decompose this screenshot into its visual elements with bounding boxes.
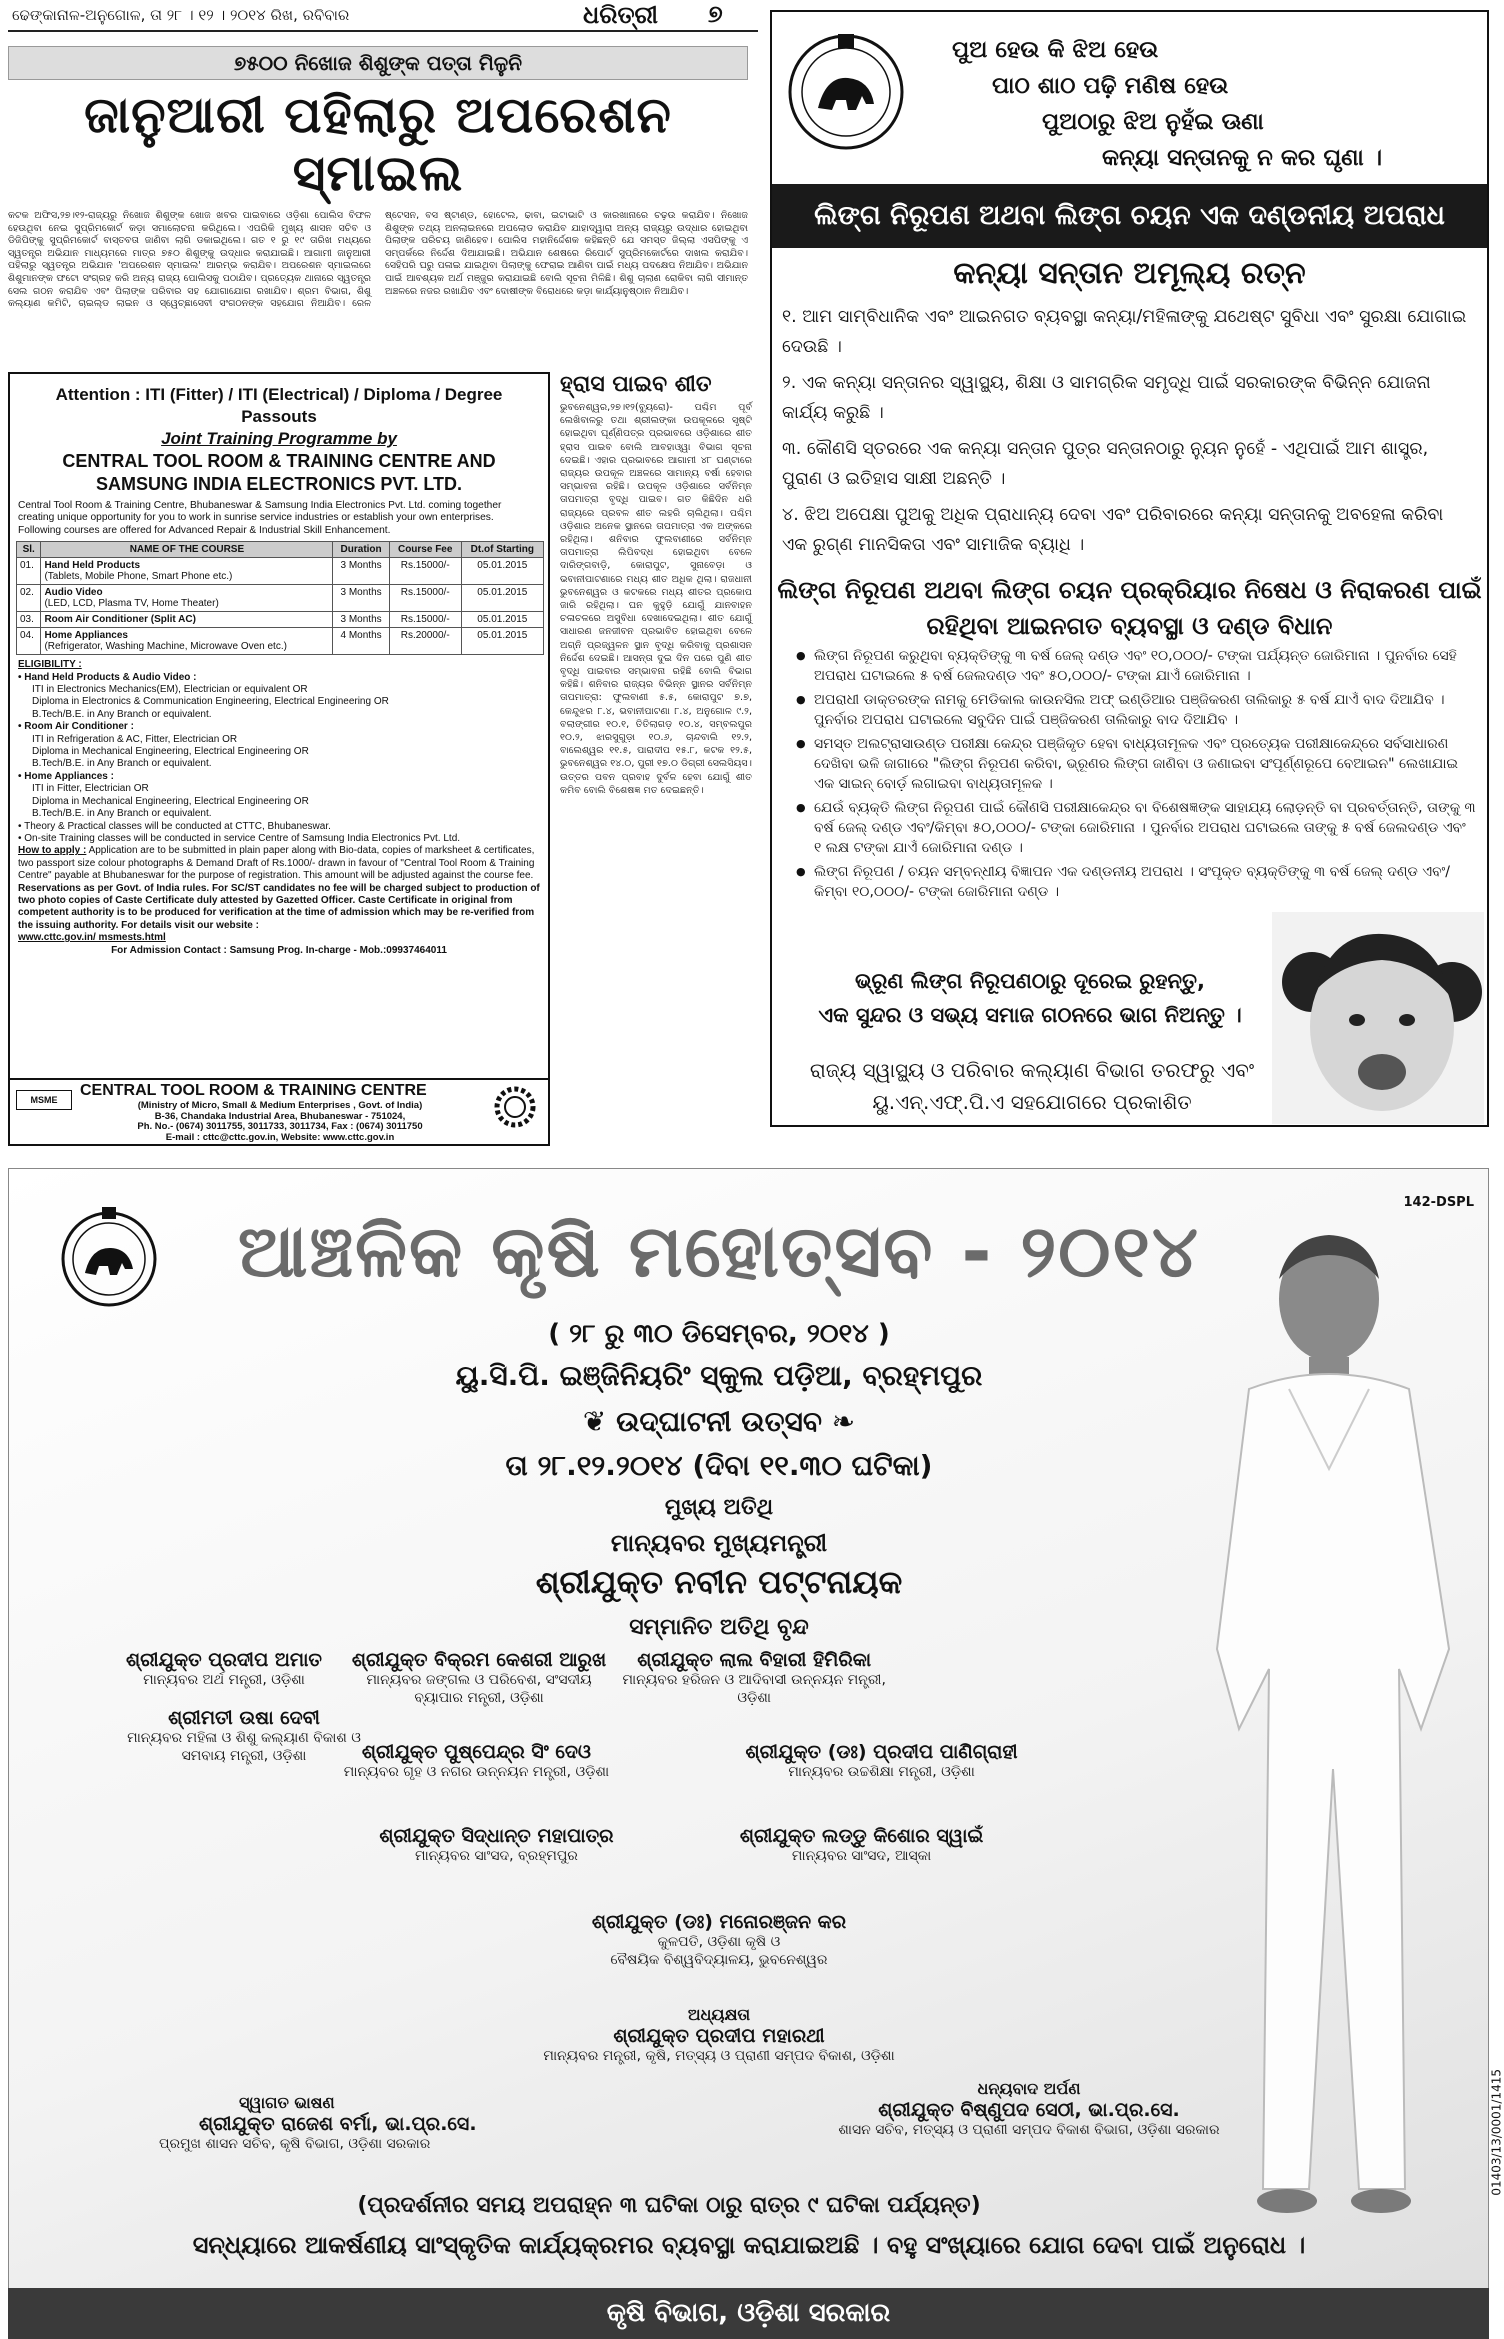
exhibition-time: (ପ୍ରଦର୍ଶନୀର ସମୟ ଅପରାହ୍ନ ୩ ଘଟିକା ଠାରୁ ରାତ୍ର ୯ ଘଟିକା ପର୍ଯ୍ୟନ୍ତ) (357, 2193, 981, 2218)
guest-desc: ମାନ୍ୟବର ଅର୍ଥ ମନ୍ତ୍ରୀ, ଓଡ଼ିଶା (143, 1672, 305, 1688)
list-item: ● ଲିଙ୍ଗ ନିରୂପଣ / ଚୟନ ସମ୍ବନ୍ଧୀୟ ବିଜ୍ଞାପନ ଏକ ଦଣ୍ଡନୀୟ ଅପରାଧ । ସଂପୃକ୍ତ ବ୍ୟକ୍ତିଙ୍କୁ ୩ ବର୍ଷ ଜେଲ୍ ଦଣ୍ଡ ଏବଂ/କିମ୍ବା ୧୦,୦୦୦/- ଟଙ୍କା ଜୋରିମାନା ଦଣ୍ଡ । (796, 862, 1476, 902)
president-name: ଶ୍ରୀଯୁକ୍ତ ପ୍ରଦୀପ ମହାରଥୀ (613, 2025, 825, 2047)
elig-line: B.Tech/B.E. in Any Branch or equivalent. (32, 708, 212, 720)
welcome-desc: ପ୍ରମୁଖ ଶାସନ ସଚିବ, କୃଷି ବିଭାଗ, ଓଡ଼ିଶା ସରକାର (159, 2136, 431, 2152)
honoured-guests-label: ସମ୍ମାନିତ ଅତିଥି ବୃନ୍ଦ (629, 1615, 809, 1640)
presidency-label: ଅଧ୍ୟକ୍ଷତା (687, 2005, 751, 2024)
welcome-address (159, 2093, 579, 2153)
credit-line: ୟୁ.ଏନ୍.ଏଫ୍.ପି.ଏ ସହଯୋଗରେ ପ୍ରକାଶିତ (872, 1090, 1192, 1114)
elig-line: B.Tech/B.E. in Any Branch or equivalent. (32, 808, 212, 820)
ad-intro-courses: Following courses are offered for Advanced Repair & Industrial Skill Enhancement. (18, 524, 391, 536)
festival-dates: ( ୨୮ ରୁ ୩୦ ଡିସେମ୍ବର, ୨୦୧୪ ) (548, 1319, 890, 1349)
poem-line: ପୁଅଠାରୁ ଝିଅ ନୁହଁଇ ଊଣା (1042, 109, 1264, 135)
cell-sl: 02. (17, 585, 41, 612)
cell-start: 05.01.2015 (461, 612, 543, 628)
elig-room-ac: • Room Air Conditioner : (18, 721, 134, 733)
cell-duration: 3 Months (333, 612, 389, 628)
thanks-name: ଶ୍ରୀଯୁକ୍ତ ବିଷ୍ଣୁପଦ ସେଠୀ, ଭା.ପ୍ର.ସେ. (878, 2099, 1180, 2121)
cell-start: 05.01.2015 (461, 558, 543, 585)
page-header (8, 0, 758, 32)
list-item: ୧. ଆମ ସାମ୍ବିଧାନିକ ଏବଂ ଆଇନଗତ ବ୍ୟବସ୍ଥା କନ୍ୟା/ମହିଳାଙ୍କୁ ଯଥେଷ୍ଟ ସୁବିଧା ଏବଂ ସୁରକ୍ଷା ଯୋଗାଇ ଦେଉଛି । (782, 307, 1467, 357)
elig-line: ITI in Fitter, Electrician OR (32, 783, 149, 795)
winter-story (560, 372, 752, 1157)
credit-line: ରାଜ୍ୟ ସ୍ୱାସ୍ଥ୍ୟ ଓ ପରିବାର କଲ୍ୟାଣ ବିଭାଗ ତରଫରୁ ଏବଂ (809, 1058, 1255, 1082)
guest-desc: ମାନ୍ୟବର ସାଂସଦ, ବ୍ରହ୍ମପୁର (414, 1848, 578, 1864)
list-item: ● ଲିଙ୍ଗ ନିରୂପଣ କରୁଥିବା ବ୍ୟକ୍ତିଙ୍କୁ ୩ ବର୍ଷ ଜେଲ୍ ଦଣ୍ଡ ଏବଂ ୧୦,୦୦୦/- ଟଙ୍କା ପର୍ଯ୍ୟନ୍ତ ଜୋରିମାନା । ପୁନର୍ବାର ସେହି ଅପରାଧ ଘଟାଇଲେ ୫ ବର୍ଷ ଜେଲଦଣ୍ଡ ଏବଂ ୫୦,୦୦୦/- ଟଙ୍କା ଯାଏଁ ଜୋରିମାନା । (796, 646, 1476, 686)
guest-name: ଶ୍ରୀଯୁକ୍ତ (ଡଃ) ପ୍ରଦୀପ ପାଣିଗ୍ରାହୀ (745, 1741, 1018, 1763)
story-kicker: ୭୫୦୦ ନିଖୋଜ ଶିଶୁଙ୍କ ପତ୍ତା ମିଳୁନି (8, 46, 748, 80)
cell-course (41, 558, 333, 585)
elig-line: Diploma in Mechanical Engineering, Electrical Engineering OR (32, 746, 309, 758)
inauguration-date: ତା ୨୮.୧୨.୨୦୧୪ (ଦିବା ୧୧.୩୦ ଘଟିକା) (505, 1449, 933, 1482)
apply-heading: How to apply : (18, 845, 87, 857)
list-item: ୨. ଏକ କନ୍ୟା ସନ୍ତାନର ସ୍ୱାସ୍ଥ୍ୟ, ଶିକ୍ଷା ଓ ସାମଗ୍ରିକ ସମୃଦ୍ଧି ପାଇଁ ସରକାରଙ୍କ ବିଭିନ୍ନ ଯୋଜନା କାର୍ଯ୍ୟ କରୁଛି । (782, 373, 1431, 423)
cell-duration: 3 Months (333, 558, 389, 585)
publisher-credit (782, 1054, 1282, 1118)
table-row (17, 628, 544, 655)
elig-line: ITI in Refrigeration & AC, Fitter, Electrician OR (32, 733, 238, 745)
paper-name: ଧରିତ୍ରୀ (583, 0, 658, 29)
thanks-label: ଧନ୍ୟବାଦ ଅର୍ପଣ (977, 2079, 1081, 2098)
president-desc: ମାନ୍ୟବର ମନ୍ତ୍ରୀ, କୃଷି, ମତ୍ସ୍ୟ ଓ ପ୍ରାଣୀ ସମ୍ପଦ ବିକାଶ, ଓଡ଼ିଶା (543, 2048, 895, 2064)
ad-intro-text: Central Tool Room & Training Centre, Bhubaneswar & Samsung India Electronics Pvt. Ltd. coming together creating unique opportunity for you to work in sunrise service industries or establish your own enterprises. (18, 500, 502, 524)
page-number: ୭ (708, 0, 723, 28)
list-item: ୪. ଝିଅ ଅପେକ୍ଷା ପୁଅକୁ ଅଧିକ ପ୍ରାଧାନ୍ୟ ଦେବା ଏବଂ ପରିବାରରେ କନ୍ୟା ସନ୍ତାନକୁ ଅବହେଳା କରିବା ଏକ ରୁଗ୍ଣ ମାନସିକତା ଏବଂ ସାମାଜିକ ବ୍ୟାଧି । (782, 505, 1444, 555)
guest-desc: ମାନ୍ୟବର ଗୃହ ଓ ନଗର ଉନ୍ନୟନ ମନ୍ତ୍ରୀ, ଓଡ଼ିଶା (343, 1764, 610, 1780)
reservation-text: Reservations as per Govt. of India rules. For SC/ST candidates no fee will be charged subject to production of two photo copies of Caste Certificate duly attested by Gazetted Officer. Caste Certificate in original from competent authority is to be produced for verification at the time of admission which may be re-verified from the issuing authority. For details visit our website : (18, 882, 540, 931)
release-ref: 01403/13/0001/1415 (1490, 2069, 1504, 2196)
course-name: Hand Held Products (44, 560, 141, 572)
cell-course (41, 585, 333, 612)
ad-code: 142-DSPL (1403, 1195, 1474, 1210)
note-onsite: • On-site Training classes will be conducted in service Centre of Samsung India Electronics Pvt. Ltd. (18, 832, 461, 844)
elig-line: Diploma in Mechanical Engineering, Electrical Engineering OR (32, 795, 309, 807)
col-course: NAME OF THE COURSE (41, 542, 333, 558)
guest-desc: ମାନ୍ୟବର ସାଂସଦ, ଆସ୍କା (791, 1848, 932, 1864)
chief-guest-label: ମୁଖ୍ୟ ଅତିଥି (664, 1495, 774, 1520)
chief-minister-photo-icon (1159, 1209, 1479, 2229)
col-sl: Sl. (17, 542, 41, 558)
guest (109, 1649, 339, 1689)
certification-gear-icon (492, 1084, 538, 1130)
guest (682, 1825, 1042, 1865)
guest-name: ଶ୍ରୀଯୁକ୍ତ ଲାଲ ବିହାରୀ ହିମିରିକା (637, 1649, 872, 1671)
offence-banner: ଲିଙ୍ଗ ନିରୂପଣ ଅଥବା ଲିଙ୍ଗ ଚୟନ ଏକ ଦଣ୍ଡନୀୟ ଅପରାଧ (772, 184, 1487, 248)
col-duration: Duration (333, 542, 389, 558)
guests-row-2 (229, 1741, 1129, 1781)
elig-line: B.Tech/B.E. in Any Branch or equivalent. (32, 758, 212, 770)
footer-phone: Ph. No.- (0674) 3011755, 3011733, 3011734, Fax : (0674) 3011750 (137, 1121, 423, 1132)
ad-attention: Attention : ITI (Fitter) / ITI (Electrical) / Diploma / Degree Passouts (55, 385, 503, 426)
cell-start: 05.01.2015 (461, 585, 543, 612)
cell-sl: 03. (17, 612, 41, 628)
msme-logo: MSME (16, 1090, 72, 1110)
course-sub: (Tablets, Mobile Phone, Smart Phone etc.) (44, 571, 233, 583)
cell-fee: Rs.15000/- (389, 558, 461, 585)
footer-org-name: CENTRAL TOOL ROOM & TRAINING CENTRE (80, 1082, 427, 1099)
ad-intro (10, 496, 548, 537)
cttc-training-ad (8, 372, 550, 1146)
guest (276, 1741, 676, 1781)
guest-desc: ମାନ୍ୟବର ଜଙ୍ଗଲ ଓ ପରିବେଶ, ସଂସଦୀୟ ବ୍ୟାପାର ମନ୍ତ୍ରୀ, ଓଡ଼ିଶା (366, 1672, 592, 1706)
admission-contact: For Admission Contact : Samsung Prog. In-charge - Mob.:09937464011 (111, 944, 447, 956)
guest-name: ଶ୍ରୀଯୁକ୍ତ ପୁଷ୍ପେନ୍ଦ୍ର ସିଂ ଦେଓ (361, 1741, 592, 1763)
presidency (269, 2005, 1169, 2065)
guest-name: ଶ୍ରୀଯୁକ୍ତ ସିଦ୍ଧାନ୍ତ ମହାପାତ୍ର (379, 1825, 614, 1847)
guests-row-3 (229, 1825, 1129, 1865)
cell-fee: Rs.15000/- (389, 585, 461, 612)
list-item: ● ଯେଉଁ ବ୍ୟକ୍ତି ଲିଙ୍ଗ ନିରୂପଣ ପାଇଁ କୌଣସି ପରୀକ୍ଷାକେନ୍ଦ୍ର ବା ବିଶେଷଜ୍ଞଙ୍କ ସାହାଯ୍ୟ ଲୋଡ଼ନ୍ତି ବା ପ୍ରବର୍ତ୍ତାନ୍ତି, ତାଙ୍କୁ ୩ ବର୍ଷ ଜେଲ୍ ଦଣ୍ଡ ଏବଂ/କିମ୍ବା ୫୦,୦୦୦/- ଟଙ୍କା ଜୋରିମାନା । ପୁନର୍ବାର ଅପରାଧ ଘଟାଇଲେ ତାଙ୍କୁ ୫ ବର୍ଷ ଜେଲଦଣ୍ଡ ଏବଂ ୧ ଲକ୍ଷ ଟଙ୍କା ଯାଏଁ ଜୋରିମାନା ଦଣ୍ଡ । (796, 798, 1476, 858)
odisha-emblem-icon (57, 1203, 161, 1313)
elig-home-appliances: • Home Appliances : (18, 770, 114, 782)
guest-name: ଶ୍ରୀଯୁକ୍ତ ବିକ୍ରମ କେଶରୀ ଆରୁଖ (351, 1649, 607, 1671)
footer-details (90, 1101, 470, 1143)
cell-sl: 04. (17, 628, 41, 655)
col-start: Dt.of Starting (461, 542, 543, 558)
vc-desc: ବୈଷୟିକ ବିଶ୍ୱବିଦ୍ୟାଳୟ, ଭୁବନେଶ୍ୱର (610, 1952, 828, 1968)
ad-footer (10, 1078, 548, 1144)
festival-venue: ୟୁ.ସି.ପି. ଇଞ୍ଜିନିୟରିଂ ସ୍କୁଲ ପଡ଼ିଆ, ବ୍ରହ୍ମପୁର (455, 1359, 983, 1392)
guest-desc: ମାନ୍ୟବର ମହିଳା ଓ ଶିଶୁ କଲ୍ୟାଣ ବିକାଶ ଓ ସମବାୟ ମନ୍ତ୍ରୀ, ଓଡ଼ିଶା (127, 1730, 361, 1764)
points-list (782, 302, 1472, 566)
ornament-right-icon: ❧ (821, 1405, 856, 1438)
vice-chancellor (269, 1911, 1169, 1969)
chief-guest-name: ଶ୍ରୀଯୁକ୍ତ ନବୀନ ପଟ୍ଟନାୟକ (535, 1563, 903, 1601)
slogan (790, 964, 1270, 1032)
cell-duration: 4 Months (333, 628, 389, 655)
course-name: Room Air Conditioner (Split AC) (44, 614, 196, 626)
cell-fee: Rs.15000/- (389, 612, 461, 628)
ad-organisation: CENTRAL TOOL ROOM & TRAINING CENTRE AND SAMSUNG INDIA ELECTRONICS PVT. LTD. (62, 451, 496, 494)
agri-festival-ad (8, 1168, 1504, 2339)
slogan-line: ଏକ ସୁନ୍ଦର ଓ ସଭ୍ୟ ସମାଜ ଗଠନରେ ଭାଗ ନିଅନ୍ତୁ । (818, 1003, 1242, 1027)
cell-sl: 01. (17, 558, 41, 585)
list-item: ● ସମସ୍ତ ଅଲଟ୍ରାସାଉଣ୍ଡ ପରୀକ୍ଷା କେନ୍ଦ୍ର ପଞ୍ଜିକୃତ ହେବା ବାଧ୍ୟତାମୂଳକ ଏବଂ ପ୍ରତ୍ୟେକ ପରୀକ୍ଷାକେନ୍ଦ୍ରେ ସର୍ବସାଧାରଣ ଦେଖିବା ଭଳି ଜାଗାରେ "ଲିଙ୍ଗ ନିରୂପଣ କରିବା, ଭ୍ରୂଣର ଲିଙ୍ଗ ଜାଣିବା ଓ ଜଣାଇବା ସଂପୂର୍ଣ୍ଣରୂପେ ବେଆଇନ" ଲେଖାଯାଇ ଏକ ସାଇନ୍ ବୋର୍ଡ଼ ଲଗାଇବା ବାଧ୍ୟତାମୂଳକ । (796, 734, 1476, 794)
winter-body: ଭୁବନେଶ୍ୱର,୨୭।୧୨(ବ୍ୟୁରୋ)- ପଶ୍ଚିମ ପୂର୍ବ ଲେଖିବାଳରୁ ତଥା ଶ୍ରୀଲଙ୍କା ଉପକୂଳରେ ସୃଷ୍ଟି ହୋଇଥିବା ଘୂର୍ଣ୍ଣିପତ୍ର ପ୍ରଭାବରେ ଓଡ଼ିଶାରେ ଶୀତ ହ୍ରାସ ପାଇବ ବୋଲି ଆବହାଓ୍ୱା ବିଭାଗ ସୂଚନା ଦେଇଛି। ଏହାର ପ୍ରଭାବରେ ଆଗାମୀ ୪୮ ଘଣ୍ଟାରେ ରାଜ୍ୟର ଉପକୂଳ ଅଞ୍ଚଳରେ ସାମାନ୍ୟ ବର୍ଷା ହେବାର ସମ୍ଭାବନା ରହିଛି। ଉପକୂଳ ଓଡ଼ିଶାରେ ସର୍ବନିମ୍ନ ତାପମାତ୍ରା ବୃଦ୍ଧି ପାଇବ। ଗତ କିଛିଦିନ ଧରି ରାଜ୍ୟରେ ପ୍ରବଳ ଶୀତ ଲହରି ଚାଲିଥିଲା। ପଶ୍ଚିମ ଓଡ଼ିଶାର ଅନେକ ସ୍ଥାନରେ ତାପମାତ୍ରା ଏକ ଅଙ୍କରେ ରହିଥିଲା। ଶନିବାର ଫୁଲବାଣୀରେ ସର୍ବନିମ୍ନ ତାପମାତ୍ରା ଲିପିବଦ୍ଧ ହୋଇଥିବା ବେଳେ ଦାରିଙ୍ଗବାଡ଼ି, କୋରାପୁଟ, ସୁନାବେଡ଼ା ଓ ଭବାନୀପାଟଣାରେ ମଧ୍ୟ ଶୀତ ଅଧିକ ଥିଲା। ରାଜଧାନୀ ଭୁବନେଶ୍ୱର ଓ କଟକରେ ମଧ୍ୟ ଶୀତର ପ୍ରକୋପ ଜାରି ରହିଥିଲା। ଘନ କୁହୁଡ଼ି ଯୋଗୁଁ ଯାନବାହନ ଚଳାଚଳରେ ଅସୁବିଧା ଦେଖାଦେଇଥିଲା। ଶୀତ ଯୋଗୁଁ ସାଧାରଣ ଜନଜୀବନ ପ୍ରଭାବିତ ହୋଇଥିବା ବେଳେ ଅଗ୍ନି ପ୍ରଜ୍ୱଳନ ସ୍ଥାନ ବୃଦ୍ଧି କରିବାକୁ ପ୍ରଶାସନ ନିର୍ଦ୍ଦେଶ ଦେଇଛି। ଆସନ୍ତା ଦୁଇ ଦିନ ପରେ ପୁଣି ଶୀତ ବୃଦ୍ଧି ପାଇବାର ସମ୍ଭାବନା ରହିଛି ବୋଲି ବିଭାଗ କହିଛି। ଶନିବାର ରାଜ୍ୟର ବିଭିନ୍ନ ସ୍ଥାନର ସର୍ବନିମ୍ନ ତାପମାତ୍ରା: ଫୁଲବାଣୀ ୫.୫, କୋରାପୁଟ ୭.୭, କେନ୍ଦୁଝର ୮.୪, ଭବାନୀପାଟଣା ୮.୪, ଅନୁଗୋଳ ୯.୨, ବଲାଙ୍ଗୀର ୧୦.୧, ତିତିଲାଗଡ଼ ୧୦.୪, ସମ୍ବଲପୁର ୧୦.୨, ଝାରସୁଗୁଡ଼ା ୧୦.୬, ଚାନ୍ଦବାଲି ୧୨.୨, ବାଲେଶ୍ୱର ୧୧.୫, ପାରାଦୀପ ୧୫.୮, କଟକ ୧୨.୫, ଭୁବନେଶ୍ୱର ୧୪.୦, ପୁରୀ ୧୭.୦ ଡିଗ୍ରୀ ସେଲସିୟସ। ଉତ୍ତର ପବନ ପ୍ରବାହ ଦୁର୍ବଳ ହେବା ଯୋଗୁଁ ଶୀତ କମିବ ବୋଲି ବିଶେଷଜ୍ଞ ମତ ଦେଇଛନ୍ତି। (560, 402, 752, 796)
vc-name: ଶ୍ରୀଯୁକ୍ତ (ଡଃ) ମନୋରଞ୍ଜନ କର (591, 1911, 847, 1933)
course-sub: (Refrigerator, Washing Machine, Microwave Oven etc.) (44, 641, 287, 653)
cell-course (41, 612, 333, 628)
footer-email: E-mail : cttc@cttc.gov.in, Website: www.cttc.gov.in (165, 1131, 395, 1143)
welcome-label: ସ୍ୱାଗତ ଭାଷଣ (239, 2093, 335, 2112)
vc-desc: କୁଳପତି, ଓଡ଼ିଶା କୃଷି ଓ (657, 1934, 781, 1950)
poem-line: ପୁଅ ହେଉ କି ଝିଅ ହେଉ (952, 37, 1159, 63)
winter-heading: ହ୍ରାସ ପାଇବ ଶୀତ (560, 372, 712, 397)
lead-story (8, 46, 748, 311)
course-name: Audio Video (44, 587, 103, 599)
thanks-desc: ଶାସନ ସଚିବ, ମତ୍ସ୍ୟ ଓ ପ୍ରାଣୀ ସମ୍ପଦ ବିକାଶ ବିଭାଗ, ଓଡ଼ିଶା ସରକାର (838, 2122, 1220, 2138)
footer-address: B-36, Chandaka Industrial Area, Bhubaneswar - 751024, (154, 1110, 406, 1122)
table-row (17, 612, 544, 628)
guest (619, 1649, 889, 1707)
chief-guest-post: ମାନ୍ୟବର ମୁଖ୍ୟମନ୍ତ୍ରୀ (610, 1529, 828, 1557)
elig-hand-held: • Hand Held Products & Audio Video : (18, 671, 197, 683)
table-row (17, 558, 544, 585)
laws-list (796, 646, 1476, 906)
poem-line: କନ୍ୟା ସନ୍ତାନକୁ ନ କର ଘୃଣା । (1102, 145, 1383, 171)
cell-fee: Rs.20000/- (389, 628, 461, 655)
welcome-name: ଶ୍ରୀଯୁକ୍ତ ରାଜେଶ ବର୍ମା, ଭା.ପ୍ର.ସେ. (199, 2113, 477, 2135)
odisha-emblem-icon (786, 26, 906, 156)
list-item: ୩. କୌଣସି ସ୍ତରରେ ଏକ କନ୍ୟା ସନ୍ତାନ ପୁତ୍ର ସନ୍ତାନଠାରୁ ନ୍ୟୁନ ନୁହେଁ - ଏଥିପାଇଁ ଆମ ଶାସ୍ତ୍ର, ପୁରାଣ ଓ ଇତିହାସ ସାକ୍ଷୀ ଅଛନ୍ତି । (782, 439, 1429, 489)
elig-line: Diploma in Electronics & Communication Engineering, Electrical Engineering OR (32, 696, 389, 708)
cell-course (41, 628, 333, 655)
course-name: Home Appliances (44, 630, 128, 642)
eligibility (10, 659, 548, 957)
girl-photo-icon (1272, 912, 1484, 1124)
guest-desc: ମାନ୍ୟବର ହରିଜନ ଓ ଆଦିବାସୀ ଉନ୍ନୟନ ମନ୍ତ୍ରୀ, ଓଡ଼ିଶା (622, 1672, 886, 1706)
poem (952, 32, 1472, 176)
girl-child-heading: କନ୍ୟା ସନ୍ତାନ ଅମୂଲ୍ୟ ରତ୍ନ (953, 256, 1306, 291)
cell-duration: 3 Months (333, 585, 389, 612)
list-item: ● ଅପରାଧୀ ଡାକ୍ତରଙ୍କ ନାମକୁ ମେଡିକାଲ କାଉନସିଲ ଅଫ୍ ଇଣ୍ଡିଆର ପଞ୍ଜିକରଣ ତାଲିକାରୁ ୫ ବର୍ଷ ଯାଏଁ ବାଦ ଦିଆଯିବ । ପୁନର୍ବାର ଅପରାଧ ଘଟାଇଲେ ସବୁଦିନ ପାଇଁ ପଞ୍ଜିକରଣ ତାଲିକାରୁ ବାଦ ଦିଆଯିବ । (796, 690, 1476, 730)
cell-start: 05.01.2015 (461, 628, 543, 655)
course-sub: (LED, LCD, Plasma TV, Home Theater) (44, 598, 219, 610)
table-row (17, 585, 544, 612)
girl-child-ad (770, 10, 1489, 1127)
elig-line: ITI in Electronics Mechanics(EM), Electrician or equivalent OR (32, 684, 308, 696)
festival-title: ଆଞ୍ଚଳିକ କୃଷି ମହୋତ୍ସବ - ୨୦୧୪ (237, 1209, 1201, 1293)
slogan-line: ଭ୍ରୂଣ ଲିଙ୍ଗ ନିରୂପଣଠାରୁ ଦୂରେଇ ରୁହନ୍ତୁ, (855, 969, 1205, 993)
footer-ministry: (Ministry of Micro, Small & Medium Enterprises , Govt. of India) (137, 1100, 423, 1111)
guest (682, 1741, 1082, 1781)
poem-line: ପାଠ ଶାଠ ପଢ଼ି ମଣିଷ ହେଉ (992, 73, 1229, 99)
law-heading: ଲିଙ୍ଗ ନିରୂପଣ ଅଥବା ଲିଙ୍ଗ ଚୟନ ପ୍ରକ୍ରିୟାର ନିଷେଧ ଓ ନିରାକରଣ ପାଇଁ ରହିଥିବା ଆଇନଗତ ବ୍ୟବସ୍ଥା ଓ ଦଣ୍ଡ ବିଧାନ (777, 576, 1482, 640)
guest-name: ଶ୍ରୀଯୁକ୍ତ ଲଡ୍ଡୁ କିଶୋର ସ୍ୱାଇଁ (739, 1825, 984, 1847)
ad-programme: Joint Training Programme by (161, 429, 397, 448)
story-body: କଟକ ଅଫିସ,୨୭।୧୨-ରାଜ୍ୟରୁ ନିଖୋଜ ଶିଶୁଙ୍କ ଖୋଜ ଖବର ପାଇବାରେ ଓଡ଼ିଶା ପୋଲିସ ବିଫଳ ହେଉଥିବା ନେଇ ସୁପ୍ରିମକୋର୍ଟ କଡ଼ା ସମାଲୋଚନା କରିଥିଲେ। ଏପରିକି ମୁଖ୍ୟ ଶାସନ ସଚିବ ଓ ଡିଜିପିଙ୍କୁ ସୁପ୍ରିମକୋର୍ଟ ବାସ୍ତବତା ଜାଣିବା ଲାଗି ଡକାଇଥିଲେ। ଗତ ୧ ରୁ ୧୯ ତାରିଖ ମଧ୍ୟରେ ସ୍ୱତନ୍ତ୍ର ଅଭିଯାନ ମାଧ୍ୟମରେ ମାତ୍ର ୭୫୦ ଶିଶୁଙ୍କୁ ଉଦ୍ଧାର କରାଯାଇଛି। ଆଗାମୀ ଜାନୁଆରୀ ପହିଲାରୁ ସ୍ୱତନ୍ତ୍ର ଅଭିଯାନ 'ଅପରେଶନ ସ୍ମାଇଲ' ଆରମ୍ଭ କରାଯିବ। ଅପରେଶନ ସ୍ମାଇଲରେ ଶିଶୁମାନଙ୍କ ଫଟୋ ସଂଗ୍ରହ କରି ଅନ୍ୟ ରାଜ୍ୟ ପୋଲିସକୁ ପଠାଯିବ। ପ୍ରତ୍ୟେକ ଥାନାରେ ସ୍ୱତନ୍ତ୍ର ସେଲ ଗଠନ କରାଯିବ ଏବଂ ପିଲାଙ୍କ ପରିବାର ସହ ଯୋଗାଯୋଗ ରଖାଯିବ। ଶ୍ରମ ବିଭାଗ, ଶିଶୁ କଲ୍ୟାଣ କମିଟି, ଚାଇଲ୍ଡ ଲାଇନ ଓ ସ୍ୱେଚ୍ଛାସେବୀ ସଂଗଠନଙ୍କ ସହଯୋଗ ନିଆଯିବ। ରେଳ ଷ୍ଟେସନ, ବସ ଷ୍ଟାଣ୍ଡ, ହୋଟେଲ, ଢାବା, ଇଟାଭାଟି ଓ କାରଖାନାରେ ଚଢ଼ଉ କରାଯିବ। ନିଖୋଜ ଶିଶୁଙ୍କ ତଥ୍ୟ ଅନଲାଇନରେ ଅପଲୋଡ କରାଯିବ ଯାହାଦ୍ୱାରା ଅନ୍ୟ ରାଜ୍ୟରୁ ଉଦ୍ଧାର ହୋଇଥିବା ପିଲାଙ୍କ ପରିଚୟ ଜାଣିହେବ। ପୋଲିସ ମହାନିର୍ଦ୍ଦେଶକ କହିଛନ୍ତି ଯେ ସମସ୍ତ ଜିଲ୍ଲା ଏସପିଙ୍କୁ ଏ ସମ୍ପର୍କରେ ନିର୍ଦ୍ଦେଶ ଦିଆଯାଇଛି। ଅଭିଯାନ ଶେଷରେ ରିପୋର୍ଟ ସୁପ୍ରିମକୋର୍ଟରେ ଦାଖଲ କରାଯିବ। ସେହିପରି ଘରୁ ପଳାଇ ଯାଇଥିବା ପିଲାଙ୍କୁ ଫେରାଇ ଆଣିବା ପାଇଁ ମଧ୍ୟ ପଦକ୍ଷେପ ନିଆଯିବ। ଅଭିଯାନ ପାଇଁ ଆବଶ୍ୟକ ଅର୍ଥ ମଞ୍ଜୁର କରାଯାଇଛି ବୋଲି ସୂଚନା ମିଳିଛି। ଶିଶୁ ଚାଲାଣ ରୋକିବା ଲାଗି ସୀମାନ୍ତ ଅଞ୍ଚଳରେ ନଜର ରଖାଯିବ ଏବଂ ଦୋଷୀଙ୍କ ବିରୋଧରେ କଡ଼ା କାର୍ଯ୍ୟାନୁଷ୍ଠାନ ନିଆଯିବ। (8, 210, 748, 310)
guest (316, 1825, 676, 1865)
footer-band: କୃଷି ବିଭାଗ, ଓଡ଼ିଶା ସରକାର (8, 2288, 1489, 2339)
eligibility-heading: ELIGIBILITY : (18, 659, 82, 671)
guest-name: ଶ୍ରୀଯୁକ୍ତ ପ୍ରଦୀପ ଅମାତ (126, 1649, 322, 1671)
story-headline: ଜାନୁଆରୀ ପହିଲାରୁ ଅପରେଶନ ସ୍ମାଇଲ (84, 86, 672, 202)
website-link[interactable]: www.cttc.gov.in/ msmests.html (18, 932, 166, 944)
note-theory: • Theory & Practical classes will be conducted at CTTC, Bhubaneswar. (18, 820, 331, 832)
inauguration-text: ଉଦ୍‌ଘାଟନୀ ଉତ୍ସବ (616, 1405, 822, 1438)
dateline: ଢେଙ୍କାନାଳ-ଅନୁଗୋଳ, ତା ୨୮ । ୧୨ । ୨୦୧୪ ରିଖ, ରବିବାର (12, 6, 350, 24)
guest (344, 1649, 614, 1707)
inauguration-label (269, 1405, 1169, 1439)
guest-name: ଶ୍ରୀମତୀ ଉଷା ଦେବୀ (168, 1707, 320, 1729)
ornament-left-icon: ❦ (582, 1405, 617, 1438)
cultural-programme: ସନ୍ଧ୍ୟାରେ ଆକର୍ଷଣୀୟ ସାଂସ୍କୃତିକ କାର୍ଯ୍ୟକ୍ରମର ବ୍ୟବସ୍ଥା କରାଯାଇଅଛି । ବହୁ ସଂଖ୍ୟାରେ ଯୋଗ ଦେବା ପାଇଁ ଅନୁରୋଧ । (192, 2231, 1306, 2259)
col-fee: Course Fee (389, 542, 461, 558)
apply-text: Application are to be submitted in plain paper along with Bio-data, copies of marksheet & certificates, two passport size colour photographs & Demand Draft of Rs.1000/- drawn in favour of "Central Tool Room & Training Centre" payable at Bhubaneswar for the purpose of registration. This amount will be adjusted against the course fee. (18, 845, 535, 882)
guest-desc: ମାନ୍ୟବର ଉଚ୍ଚଶିକ୍ଷା ମନ୍ତ୍ରୀ, ଓଡ଼ିଶା (788, 1764, 975, 1780)
course-table (16, 541, 544, 655)
